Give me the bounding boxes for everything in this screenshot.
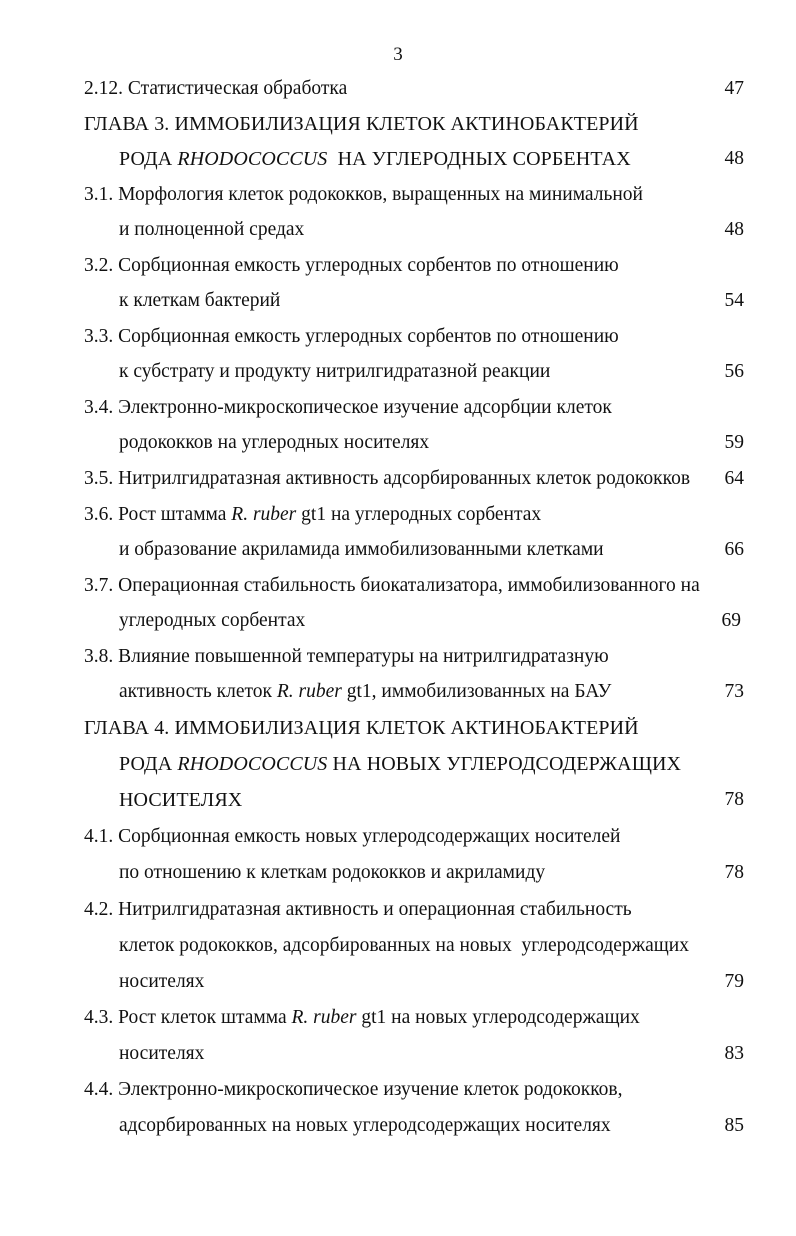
chapter-heading-text: РОДА RHODOCOCCUS НА УГЛЕРОДНЫХ СОРБЕНТАХ (119, 148, 631, 170)
toc-entry-text: родококков на углеродных носителях (119, 432, 430, 453)
toc-entry-text: 4.2. Нитрилгидратазная активность и операционная стабильность (84, 899, 632, 920)
toc-entry (0, 896, 796, 924)
toc-entry-text: 3.4. Электронно-микроскопическое изучение адсорбции клеток (84, 397, 612, 418)
toc-entry-text: 3.7. Операционная стабильность биокатализатора, иммобилизованного на (84, 575, 700, 596)
chapter-heading (0, 714, 796, 742)
toc-entry-page: 59 (724, 432, 744, 453)
toc-entry (0, 643, 796, 671)
toc-entry-page: 47 (724, 78, 744, 99)
toc-entry-text: 4.4. Электронно-микроскопическое изучение клеток родококков, (84, 1079, 623, 1100)
toc-entry-page: 85 (724, 1115, 744, 1136)
toc-entry-text: носителях (119, 1043, 205, 1064)
toc-entry-page: 56 (724, 361, 744, 382)
chapter-heading (0, 145, 796, 173)
toc-entry (0, 607, 796, 635)
toc-entry-text: 3.5. Нитрилгидратазная активность адсорбированных клеток родококков (84, 468, 691, 489)
toc-entry-page: 69 (721, 610, 741, 631)
toc-entry-text: к клеткам бактерий (119, 290, 281, 311)
toc-entry-text: углеродных сорбентах (119, 610, 306, 631)
toc-entry-text: 3.6. Рост штамма R. ruber gt1 на углеродных сорбентах (84, 504, 542, 525)
toc-entry (0, 678, 796, 706)
toc-entry-page: 73 (724, 681, 744, 702)
toc-entry (0, 968, 796, 996)
toc-entry (0, 394, 796, 422)
toc-entry-text: 4.3. Рост клеток штамма R. ruber gt1 на новых углеродсодержащих (84, 1007, 640, 1028)
toc-entry (0, 287, 796, 315)
toc-entry-text: по отношению к клеткам родококков и акриламиду (119, 862, 546, 883)
chapter-heading-text: ГЛАВА 4. ИММОБИЛИЗАЦИЯ КЛЕТОК АКТИНОБАКТЕРИЙ (84, 717, 639, 739)
toc-entry-text: к субстрату и продукту нитрилгидратазной реакции (119, 361, 551, 382)
toc-entry (0, 859, 796, 887)
toc-entry (0, 572, 796, 600)
chapter-heading-text: ГЛАВА 3. ИММОБИЛИЗАЦИЯ КЛЕТОК АКТИНОБАКТЕРИЙ (84, 113, 639, 135)
toc-entry-text: клеток родококков, адсорбированных на новых углеродсодержащих (119, 935, 689, 956)
toc-entry (0, 252, 796, 280)
toc-entry-page: 79 (724, 971, 744, 992)
toc-entry-text: 3.2. Сорбционная емкость углеродных сорбентов по отношению (84, 255, 619, 276)
toc-entry-text: и полноценной средах (119, 219, 305, 240)
toc-entry (0, 932, 796, 960)
toc-entry (0, 536, 796, 564)
toc-entry-text: 2.12. Статистическая обработка (84, 78, 348, 99)
toc-entry-text: носителях (119, 971, 205, 992)
toc-entry-page: 48 (724, 148, 744, 169)
page-number: 3 (393, 44, 403, 65)
chapter-heading (0, 110, 796, 138)
chapter-heading (0, 750, 796, 778)
toc-entry (0, 358, 796, 386)
toc-entry-text: и образование акриламида иммобилизованными клетками (119, 539, 604, 560)
toc-entry (0, 1040, 796, 1068)
chapter-heading (0, 786, 796, 814)
toc-entry-text: 4.1. Сорбционная емкость новых углеродсодержащих носителей (84, 826, 621, 847)
toc-entry-page: 64 (724, 468, 744, 489)
toc-entry-page: 83 (724, 1043, 744, 1064)
toc-entry (0, 1112, 796, 1140)
toc-entry-page: 78 (724, 862, 744, 883)
toc-entry (0, 323, 796, 351)
toc-entry-page: 66 (724, 539, 744, 560)
toc-entry (0, 1004, 796, 1032)
toc-entry-text: адсорбированных на новых углеродсодержащих носителях (119, 1115, 611, 1136)
toc-entry (0, 75, 796, 103)
toc-entry (0, 1076, 796, 1104)
toc-entry (0, 181, 796, 209)
toc-entry (0, 823, 796, 851)
toc-entry-text: 3.8. Влияние повышенной температуры на нитрилгидратазную (84, 646, 609, 667)
toc-entry-text: 3.1. Морфология клеток родококков, выращенных на минимальной (84, 184, 643, 205)
toc-entry (0, 501, 796, 529)
chapter-heading-text: РОДА RHODOCOCCUS НА НОВЫХ УГЛЕРОДСОДЕРЖАЩИХ (119, 753, 682, 775)
toc-entry-text: 3.3. Сорбционная емкость углеродных сорбентов по отношению (84, 326, 619, 347)
toc-entry-page: 54 (724, 290, 744, 311)
toc-entry (0, 429, 796, 457)
toc-entry (0, 465, 796, 493)
toc-entry-page: 78 (724, 789, 744, 810)
toc-entry (0, 216, 796, 244)
toc-entry-page: 48 (724, 219, 744, 240)
chapter-heading-text: НОСИТЕЛЯХ (119, 789, 243, 811)
toc-entry-text: активность клеток R. ruber gt1, иммобилизованных на БАУ (119, 681, 612, 702)
